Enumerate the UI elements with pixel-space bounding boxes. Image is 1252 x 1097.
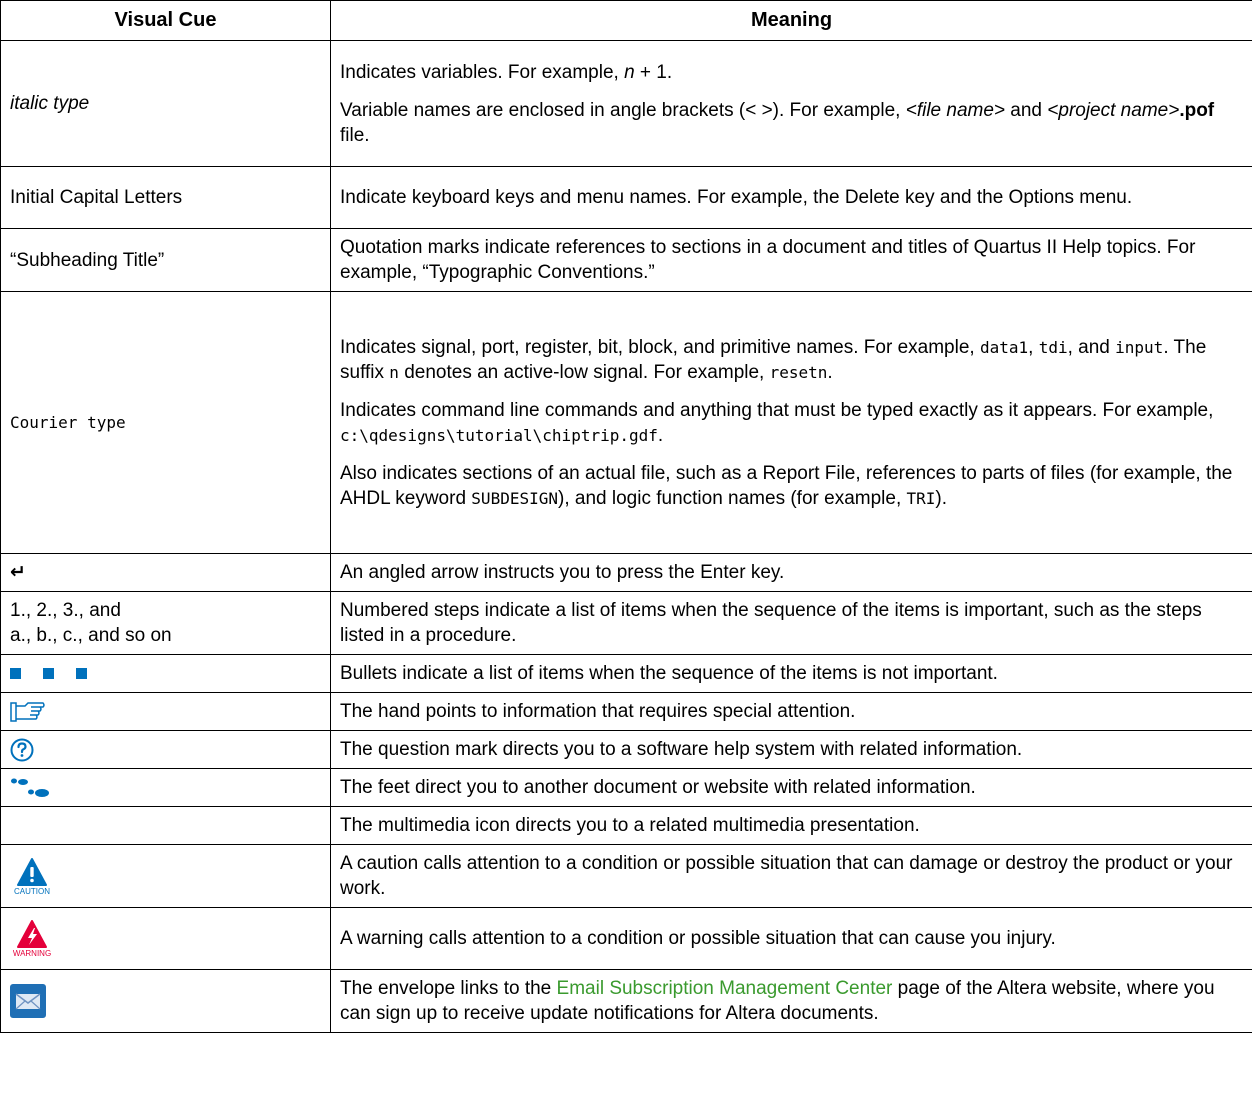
text-run: file.: [340, 124, 370, 146]
meaning-paragraph: [340, 398, 1243, 448]
bullets-icon: [10, 668, 87, 679]
hand-icon: [10, 700, 46, 724]
cue-italic-type: [1, 41, 331, 167]
table-row-arrow: [1, 554, 1252, 592]
text-run: Indicates variables. For example,: [340, 61, 625, 83]
warning-icon-label: WARNING: [12, 949, 52, 958]
text-run: ,: [1028, 336, 1039, 358]
text-run: .pof: [1179, 99, 1215, 121]
meaning-numbered: Numbered steps indicate a list of items when the sequence of the items is important, such as the steps listed in a procedure.: [331, 592, 1252, 655]
table-row-hand: [1, 693, 1252, 731]
text-run: + 1.: [634, 61, 673, 83]
text-run: TRI: [906, 488, 936, 508]
meaning-question: The question mark directs you to a software help system with related information.: [331, 731, 1252, 769]
text-run: SUBDESIGN: [471, 488, 558, 508]
table-row-numbered: [1, 592, 1252, 655]
table-row-feet: [1, 769, 1252, 807]
text-run: Variable names are enclosed in angle brackets (< >). For example,: [340, 99, 906, 121]
meaning-subheading: Quotation marks indicate references to sections in a document and titles of Quartus II Help topics. For example, “Typographic Conventions.”: [331, 229, 1252, 292]
cue-subheading: “Subheading Title”: [1, 229, 331, 292]
meaning-caution: A caution calls attention to a condition or possible situation that can damage or destroy the product or your work.: [331, 845, 1252, 908]
meaning-courier: [331, 292, 1252, 554]
table-row-question: [1, 731, 1252, 769]
table-row-envelope: [1, 970, 1252, 1033]
meaning-arrow: An angled arrow instructs you to press the Enter key.: [331, 554, 1252, 592]
cue-multimedia: [1, 807, 331, 845]
cue-hand: [1, 693, 331, 731]
meaning-hand: The hand points to information that requires special attention.: [331, 693, 1252, 731]
table-row-italic: [1, 41, 1252, 167]
meaning-paragraph: [340, 335, 1243, 385]
text-run: .: [657, 424, 664, 446]
meaning-initial-caps: Indicate keyboard keys and menu names. For example, the Delete key and the Options menu.: [331, 167, 1252, 229]
table-row-courier: [1, 292, 1252, 554]
table-row-subheading: [1, 229, 1252, 292]
table-row-multimedia: [1, 807, 1252, 845]
cue-initial-caps: Initial Capital Letters: [1, 167, 331, 229]
cue-feet: [1, 769, 331, 807]
text-run: n: [389, 362, 399, 382]
enter-arrow-icon: ↵: [10, 561, 26, 583]
column-header-meaning: Meaning: [331, 1, 1252, 41]
text-run: input: [1115, 337, 1164, 357]
email-subscription-link[interactable]: Email Subscription Management Center: [556, 978, 893, 999]
cue-caution: [1, 845, 331, 908]
cue-arrow: [1, 554, 331, 592]
text-run: resetn: [769, 362, 828, 382]
question-mark-icon: [10, 738, 34, 762]
meaning-italic-type: [331, 41, 1252, 167]
text-run: c:\qdesigns\tutorial\chiptrip.gdf: [340, 425, 658, 445]
text-run: ).: [935, 487, 948, 509]
text-run: <project name>: [1047, 99, 1180, 121]
cue-text: italic type: [10, 93, 90, 114]
caution-icon: [10, 857, 54, 896]
text-run: ), and logic function names (for example,: [558, 487, 907, 509]
text-run: .: [827, 361, 833, 383]
table-row-warning: [1, 908, 1252, 970]
warning-icon: [10, 919, 54, 958]
text-run: , and: [1067, 336, 1116, 358]
cue-line: a., b., c., and so on: [10, 625, 172, 646]
meaning-multimedia: The multimedia icon directs you to a related multimedia presentation.: [331, 807, 1252, 845]
text-run: Indicates command line commands and anything that must be typed exactly as it appears. For example,: [340, 399, 1214, 421]
text-run: Also indicates sections of an actual file, such as a Report File, references to parts of files (for example, the AHDL keyword: [340, 462, 1233, 509]
cue-bullets: [1, 655, 331, 693]
cue-courier: [1, 292, 331, 554]
text-run: tdi: [1038, 337, 1068, 357]
envelope-icon[interactable]: [10, 984, 46, 1018]
text-run: <file name>: [905, 99, 1006, 121]
meaning-warning: A warning calls attention to a condition or possible situation that can cause you injury.: [331, 908, 1252, 970]
text-run: . The suffix: [340, 336, 1207, 383]
text-run: Indicates signal, port, register, bit, block, and primitive names. For example,: [340, 336, 980, 358]
meaning-envelope: [331, 970, 1252, 1033]
caution-icon-label: CAUTION: [14, 886, 50, 896]
table-row-caps: [1, 167, 1252, 229]
feet-icon: [10, 776, 50, 800]
cue-text: Courier type: [10, 413, 126, 432]
text-run: n: [624, 61, 635, 83]
text-run: The envelope links to the: [340, 978, 557, 999]
text-run: data1: [979, 337, 1029, 357]
meaning-paragraph: [340, 60, 1243, 85]
cue-envelope: [1, 970, 331, 1033]
text-run: page of the Altera website, where you can sign up to receive update notifications for Altera documents.: [340, 978, 1215, 1024]
cue-warning: [1, 908, 331, 970]
meaning-feet: The feet direct you to another document or website with related information.: [331, 769, 1252, 807]
table-row-bullets: [1, 655, 1252, 693]
table-header-row: [1, 1, 1252, 41]
column-header-visual-cue: Visual Cue: [1, 1, 331, 41]
meaning-bullets: Bullets indicate a list of items when the sequence of the items is not important.: [331, 655, 1252, 693]
table-row-caution: [1, 845, 1252, 908]
cue-question: [1, 731, 331, 769]
meaning-paragraph: [340, 98, 1243, 148]
cue-numbered: [1, 592, 331, 655]
text-run: denotes an active-low signal. For example,: [398, 361, 770, 383]
cue-line: 1., 2., 3., and: [10, 600, 121, 621]
text-run: and: [1005, 99, 1048, 121]
meaning-paragraph: [340, 461, 1243, 511]
